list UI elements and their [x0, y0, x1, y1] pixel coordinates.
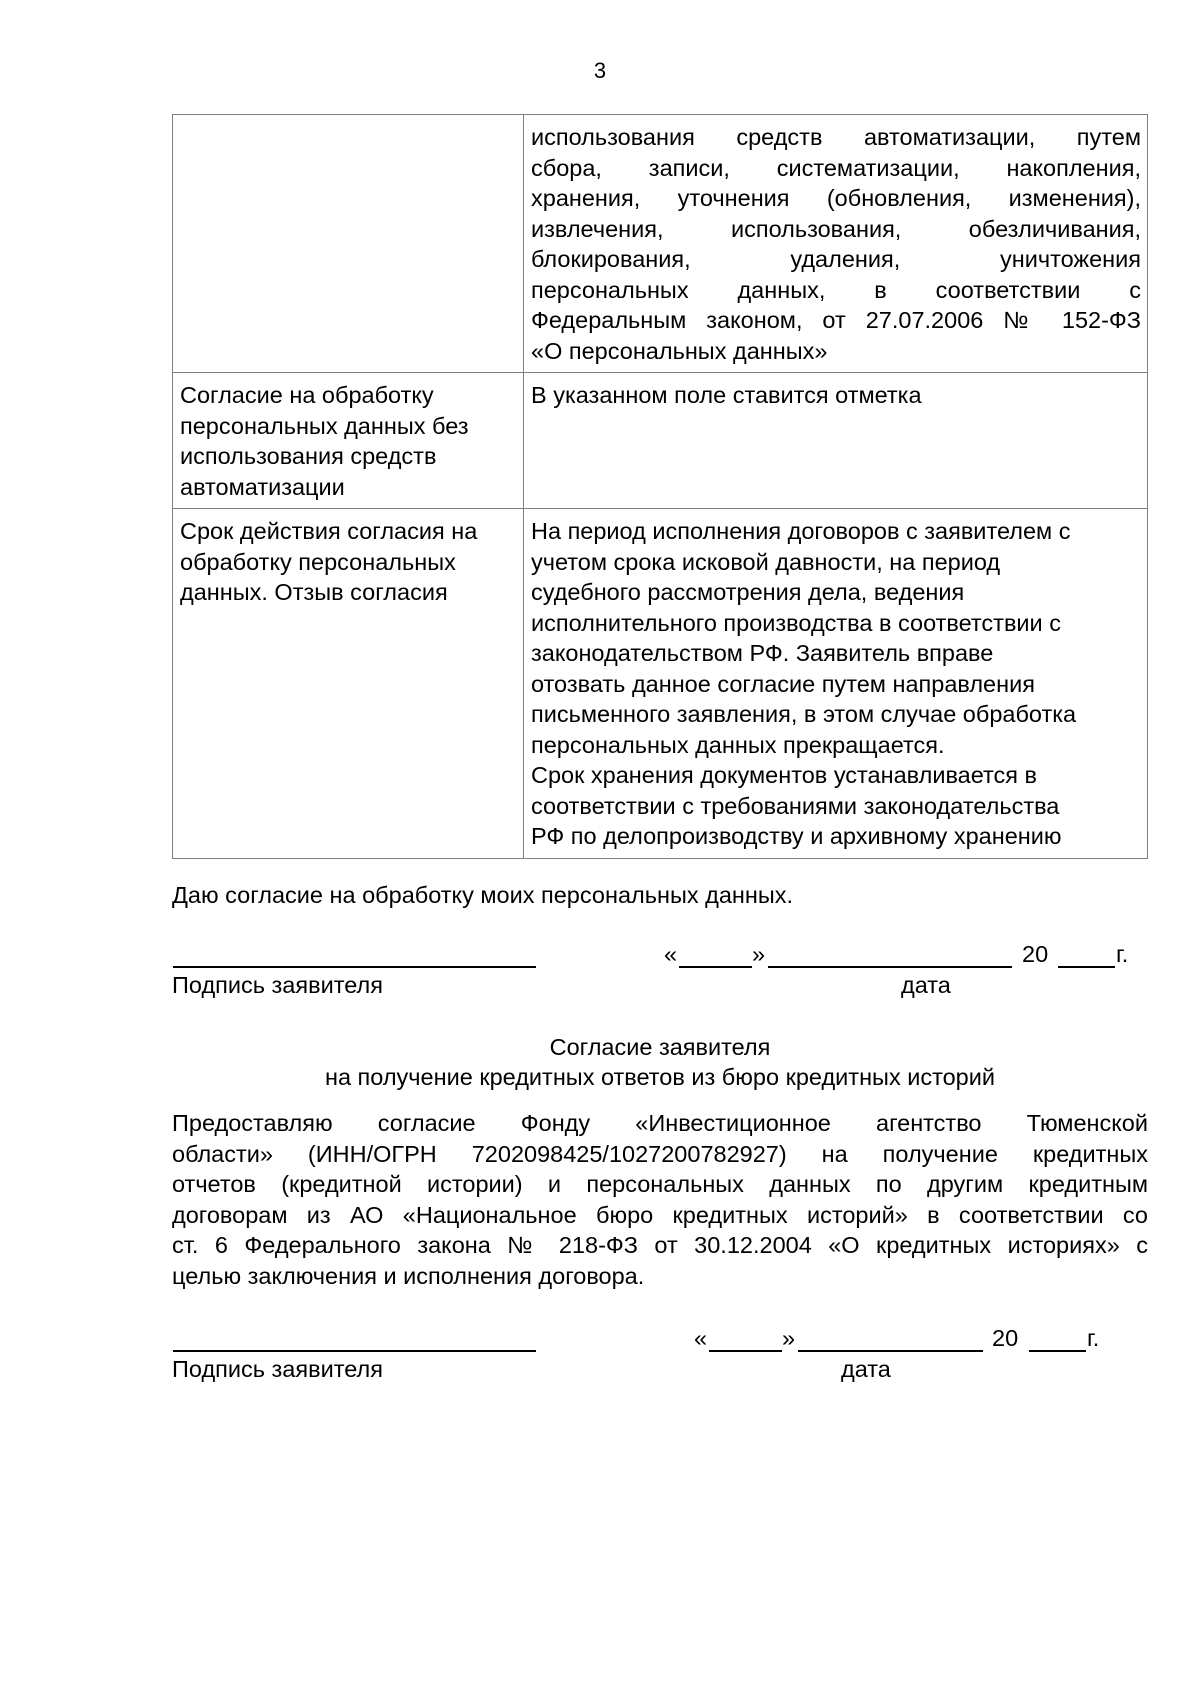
cell-line: В указанном поле ставится отметка	[531, 382, 922, 408]
cell-line: хранения, уточнения (обновления, изменения),	[531, 185, 1141, 211]
paragraph-line: Предоставляю согласие Фонду «Инвестиционное агентство Тюменской	[172, 1110, 1148, 1136]
cell-line: персональных данных прекращается.	[531, 731, 945, 758]
date-year-prefix: 20	[1022, 941, 1049, 967]
table-cell-right	[524, 373, 1148, 509]
cell-line: автоматизации	[180, 473, 345, 500]
date-day-line[interactable]	[709, 1350, 782, 1352]
date-month-line[interactable]	[798, 1350, 983, 1352]
date-close-quote: »	[782, 1325, 796, 1351]
date-label: дата	[841, 1356, 891, 1382]
cell-line: данных. Отзыв согласия	[180, 579, 448, 605]
signature-label: Подпись заявителя	[172, 972, 383, 998]
date-day-line[interactable]	[679, 966, 752, 968]
date-month-line[interactable]	[768, 966, 1012, 968]
signature-label: Подпись заявителя	[172, 1356, 383, 1382]
cell-line: РФ по делопроизводству и архивному хранению	[531, 823, 1062, 849]
cell-line: блокирования, удаления, уничтожения	[531, 246, 1141, 272]
cell-line: использования средств автоматизации, путем	[531, 124, 1141, 150]
date-year-prefix: 20	[992, 1325, 1019, 1351]
cell-line: судебного рассмотрения дела, ведения	[531, 579, 965, 605]
cell-line: обработку персональных	[180, 548, 456, 575]
date-year-suffix: г.	[1116, 941, 1129, 967]
cell-line: Федеральным законом, от 27.07.2006 № 152-ФЗ	[531, 307, 1141, 333]
credit-consent-paragraph	[172, 1108, 1148, 1291]
cell-line: На период исполнения договоров с заявителем с	[531, 518, 1071, 544]
cell-line: отозвать данное согласие путем направления	[531, 670, 1035, 697]
table-cell-left	[173, 509, 524, 859]
date-label: дата	[901, 972, 951, 998]
cell-line: соответствии с требованиями законодательства	[531, 792, 1060, 819]
credit-title-line2: на получение кредитных ответов из бюро кредитных историй	[324, 1064, 995, 1090]
signature-line[interactable]	[173, 966, 536, 968]
paragraph-line: отчетов (кредитной истории) и персональных данных по другим кредитным	[172, 1171, 1148, 1197]
cell-line: персональных данных без	[180, 412, 469, 439]
date-year-suffix: г.	[1087, 1325, 1100, 1351]
cell-line: законодательством РФ. Заявитель вправе	[531, 640, 994, 666]
date-year-line[interactable]	[1029, 1350, 1086, 1352]
table-row	[173, 115, 1148, 373]
cell-line: Срок хранения документов устанавливается в	[531, 762, 1038, 788]
cell-line: персональных данных, в соответствии с	[531, 276, 1141, 303]
table-cell-left	[173, 115, 524, 373]
cell-line: использования средств	[180, 443, 437, 469]
cell-line: исполнительного производства в соответствии с	[531, 609, 1061, 636]
cell-line: извлечения, использования, обезличивания,	[531, 215, 1141, 242]
cell-line: Срок действия согласия на	[180, 518, 478, 544]
paragraph-line: целью заключения и исполнения договора.	[172, 1262, 645, 1289]
date-year-line[interactable]	[1058, 966, 1115, 968]
table-cell-right	[524, 509, 1148, 859]
table-cell-right	[524, 115, 1148, 373]
signature-line[interactable]	[173, 1350, 536, 1352]
paragraph-line: договорам из АО «Национальное бюро кредитных историй» в соответствии со	[172, 1201, 1148, 1228]
table-cell-left	[173, 373, 524, 509]
paragraph-line: области» (ИНН/ОГРН 7202098425/1027200782927) на получение кредитных	[172, 1140, 1148, 1167]
cell-line: сбора, записи, систематизации, накопления,	[531, 154, 1141, 181]
consent-statement: Даю согласие на обработку моих персональных данных.	[172, 882, 794, 908]
date-close-quote: »	[752, 941, 766, 967]
date-open-quote: «	[694, 1325, 708, 1351]
table-row	[173, 373, 1148, 509]
cell-line: «О персональных данных»	[531, 337, 828, 364]
cell-line: Согласие на обработку	[180, 382, 434, 408]
date-open-quote: «	[664, 941, 678, 967]
consent-table	[172, 114, 1148, 859]
cell-line: письменного заявления, в этом случае обработка	[531, 701, 1077, 727]
page-number: 3	[593, 58, 607, 83]
paragraph-line: ст. 6 Федерального закона № 218-ФЗ от 30.12.2004 «О кредитных историях» с	[172, 1232, 1148, 1258]
credit-title-line1: Согласие заявителя	[549, 1034, 771, 1060]
table-row	[173, 509, 1148, 859]
cell-line: учетом срока исковой давности, на период	[531, 548, 1001, 575]
